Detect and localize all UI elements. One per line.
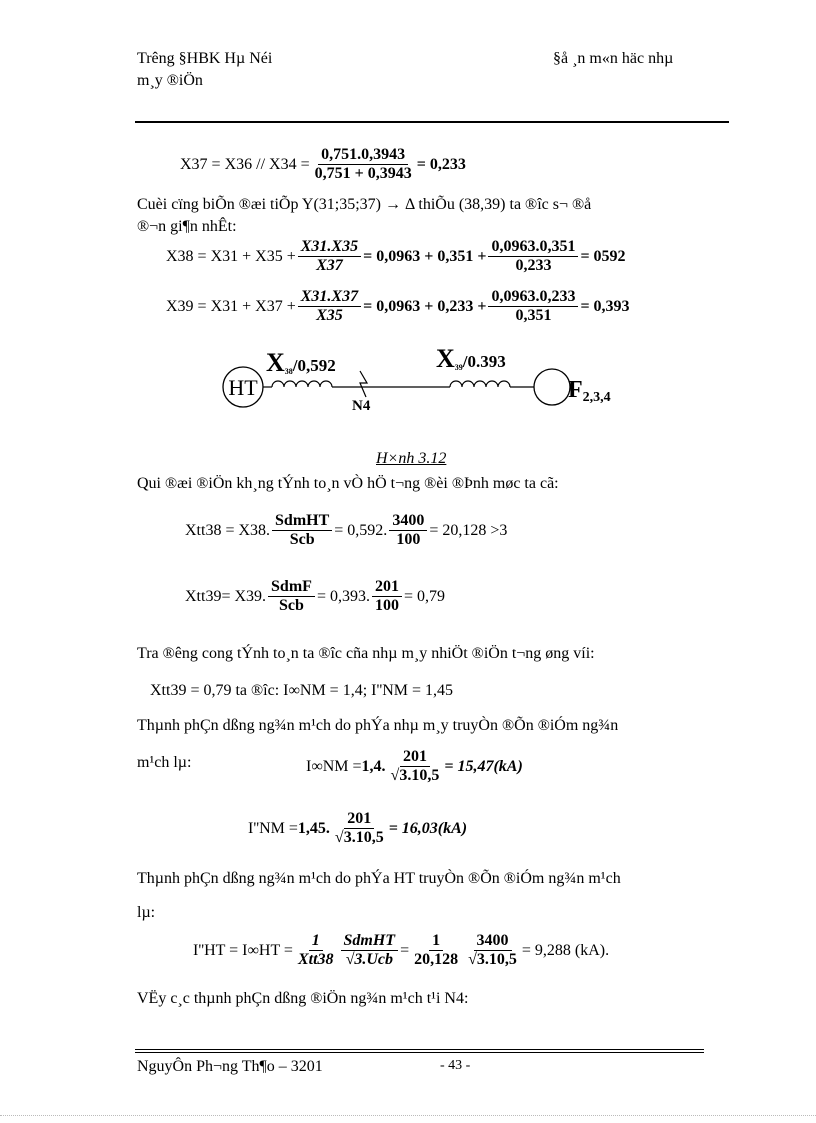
circuit-diagram [210, 345, 630, 420]
x38-result: = 0592 [580, 247, 626, 265]
paragraph-ht-current-line2: lµ: [137, 904, 156, 921]
i2-nm-den: √3.10,5 [334, 829, 384, 846]
equation-i-ht [193, 932, 609, 969]
header-title: §å ¸n m«n häc nhµ [553, 50, 674, 67]
x38-frac2-den: 0,233 [515, 257, 552, 274]
fault-label: N4 [352, 398, 371, 414]
x39-frac1-num: X31.X37 [298, 288, 361, 307]
x38-lhs: X38 = X31 + X35 + [166, 247, 296, 265]
x38-mid: = 0,0963 + 0,351 + [363, 247, 487, 265]
i-ht-frac3-num: 1 [429, 932, 443, 951]
x38-fraction-2 [488, 238, 578, 275]
i-ht-frac3-den: 20,128 [414, 951, 459, 968]
f-node-label: F2,3,4 [568, 377, 611, 405]
x37-result: = 0,233 [416, 155, 466, 173]
i-ht-frac4-num: 3400 [474, 932, 512, 951]
i-ht-frac2-num: SdmHT [341, 932, 399, 951]
figure-caption: H×nh 3.12 [376, 450, 447, 467]
xtt39-fraction-2 [372, 578, 402, 615]
i-inf-nm-fraction [388, 748, 443, 785]
equation-x39 [166, 288, 630, 325]
x38-inductor [272, 381, 332, 387]
xtt39-frac1-num: SdmF [268, 578, 315, 597]
x37-numerator: 0,751.0,3943 [318, 146, 408, 165]
ht-node-label: HT [228, 375, 258, 400]
xtt38-mid: = 0,592. [334, 521, 388, 539]
footer-author: NguyÔn Ph¬ng Th¶o – 3201 [137, 1058, 323, 1075]
xtt38-fraction-1 [272, 512, 332, 549]
x39-frac2-num: 0,0963.0,233 [488, 288, 578, 307]
xtt39-lhs: Xtt39= X39. [185, 587, 267, 605]
equation-xtt38 [185, 512, 507, 549]
i-ht-fraction-4 [465, 932, 520, 969]
i2-nm-result: = 16,03(kA) [388, 819, 468, 837]
equation-i-inf-nm [306, 748, 523, 785]
xtt39-result: = 0,79 [403, 587, 445, 605]
footer-rule-bottom [135, 1052, 704, 1053]
x39-label: X39/0.393 [436, 345, 506, 373]
equation-x37 [180, 146, 466, 183]
i-ht-lhs: I''HT = I∞HT = [193, 941, 293, 959]
header-subject: m¸y ®iÖn [137, 72, 203, 89]
page-edge-dots [0, 1115, 816, 1116]
i-ht-equals: = [400, 941, 410, 959]
equation-i2-nm [248, 810, 467, 847]
i-inf-nm-lhs: I∞NM = [306, 757, 362, 775]
xtt38-frac2-den: 100 [396, 531, 421, 548]
i-ht-frac1-den: Xtt38 [297, 951, 334, 968]
paragraph-plant-current-line2: m¹ch lµ: [137, 754, 192, 771]
xtt39-mid: = 0,393. [316, 587, 370, 605]
i2-nm-coef: 1,45. [297, 819, 330, 837]
paragraph-transform-line1: Cuèi cïng biÕn ®æi tiÕp Y(31;35;37) → Δ thiÕu (38,39) ta ®îc s¬ ®å [137, 196, 592, 213]
x39-mid: = 0,0963 + 0,233 + [363, 297, 487, 315]
x39-frac1-den: X35 [316, 307, 343, 324]
x39-inductor [450, 381, 510, 387]
i2-nm-fraction [332, 810, 387, 847]
x39-lhs: X39 = X31 + X37 + [166, 297, 296, 315]
x37-fraction [312, 146, 415, 183]
footer-page-number: - 43 - [440, 1058, 471, 1073]
i-ht-frac2-den: √3.Ucb [345, 951, 394, 968]
paragraph-ht-current-line1: Thµnh phÇn dßng ng¾n m¹ch do phÝa HT truyÒn ®Õn ®iÓm ng¾n m¹ch [137, 870, 621, 887]
xtt38-lhs: Xtt38 = X38. [185, 521, 271, 539]
x38-frac2-num: 0,0963.0,351 [488, 238, 578, 257]
x38-fraction-1 [298, 238, 361, 275]
x39-frac2-den: 0,351 [515, 307, 552, 324]
x38-frac1-num: X31.X35 [298, 238, 361, 257]
i-inf-nm-num: 201 [400, 748, 430, 767]
xtt38-fraction-2 [389, 512, 427, 549]
i-ht-result: = 9,288 (kA). [521, 941, 610, 959]
xtt38-result: = 20,128 >3 [429, 521, 508, 539]
x39-fraction-1 [298, 288, 361, 325]
xtt39-frac2-num: 201 [372, 578, 402, 597]
i-ht-fraction-2 [341, 932, 399, 969]
xtt39-frac1-den: Scb [279, 597, 304, 614]
i2-nm-num: 201 [344, 810, 374, 829]
xtt38-frac1-num: SdmHT [272, 512, 332, 531]
x38-label: X38/0,592 [266, 348, 336, 377]
header-institution: Trêng §HBK Hµ Néi [137, 50, 273, 67]
i2-nm-lhs: I''NM = [248, 819, 298, 837]
i-ht-frac4-den: √3.10,5 [468, 951, 517, 968]
i-inf-nm-result: = 15,47(kA) [444, 757, 523, 775]
fault-symbol [360, 371, 367, 397]
paragraph-plant-current-line1: Thµnh phÇn dßng ng¾n m¹ch do phÝa nhµ m¸y truyÒn ®Õn ®iÓm ng¾n [137, 717, 619, 734]
paragraph-lookup: Tra ®êng cong tÝnh to¸n ta ®îc cña nhµ m¸y nhiÖt ®iÖn t¬ng øng víi: [137, 645, 595, 662]
i-inf-nm-den: √3.10,5 [390, 767, 440, 784]
x37-lhs: X37 = X36 // X34 = [180, 155, 310, 173]
i-ht-frac1-num: 1 [309, 932, 323, 951]
i-ht-fraction-3 [411, 932, 461, 969]
x38-frac1-den: X37 [316, 257, 343, 274]
header-rule [135, 121, 729, 123]
paragraph-transform-line2: ®¬n gi¶n nhÊt: [137, 218, 237, 235]
xtt38-frac1-den: Scb [289, 531, 315, 548]
paragraph-summary: VËy c¸c thµnh phÇn dßng ®iÖn ng¾n m¹ch t¹i N4: [137, 990, 469, 1007]
lookup-result: Xtt39 = 0,79 ta ®îc: I∞NM = 1,4; I''NM = 1,45 [150, 682, 454, 699]
x39-result: = 0,393 [580, 297, 630, 315]
equation-xtt39 [185, 578, 445, 615]
x39-fraction-2 [488, 288, 578, 325]
xtt39-fraction-1 [268, 578, 315, 615]
i-inf-nm-coef: 1,4. [361, 757, 386, 775]
i-ht-fraction-1 [295, 932, 337, 969]
equation-x38 [166, 238, 626, 275]
xtt38-frac2-num: 3400 [389, 512, 427, 531]
f-node-circle [534, 369, 570, 405]
xtt39-frac2-den: 100 [374, 597, 399, 614]
paragraph-convert: Qui ®æi ®iÖn kh¸ng tÝnh to¸n vÒ hÖ t¬ng ®èi ®Þnh møc ta cã: [137, 475, 559, 492]
footer-rule-top [135, 1049, 704, 1050]
x37-denominator: 0,751 + 0,3943 [314, 165, 412, 182]
